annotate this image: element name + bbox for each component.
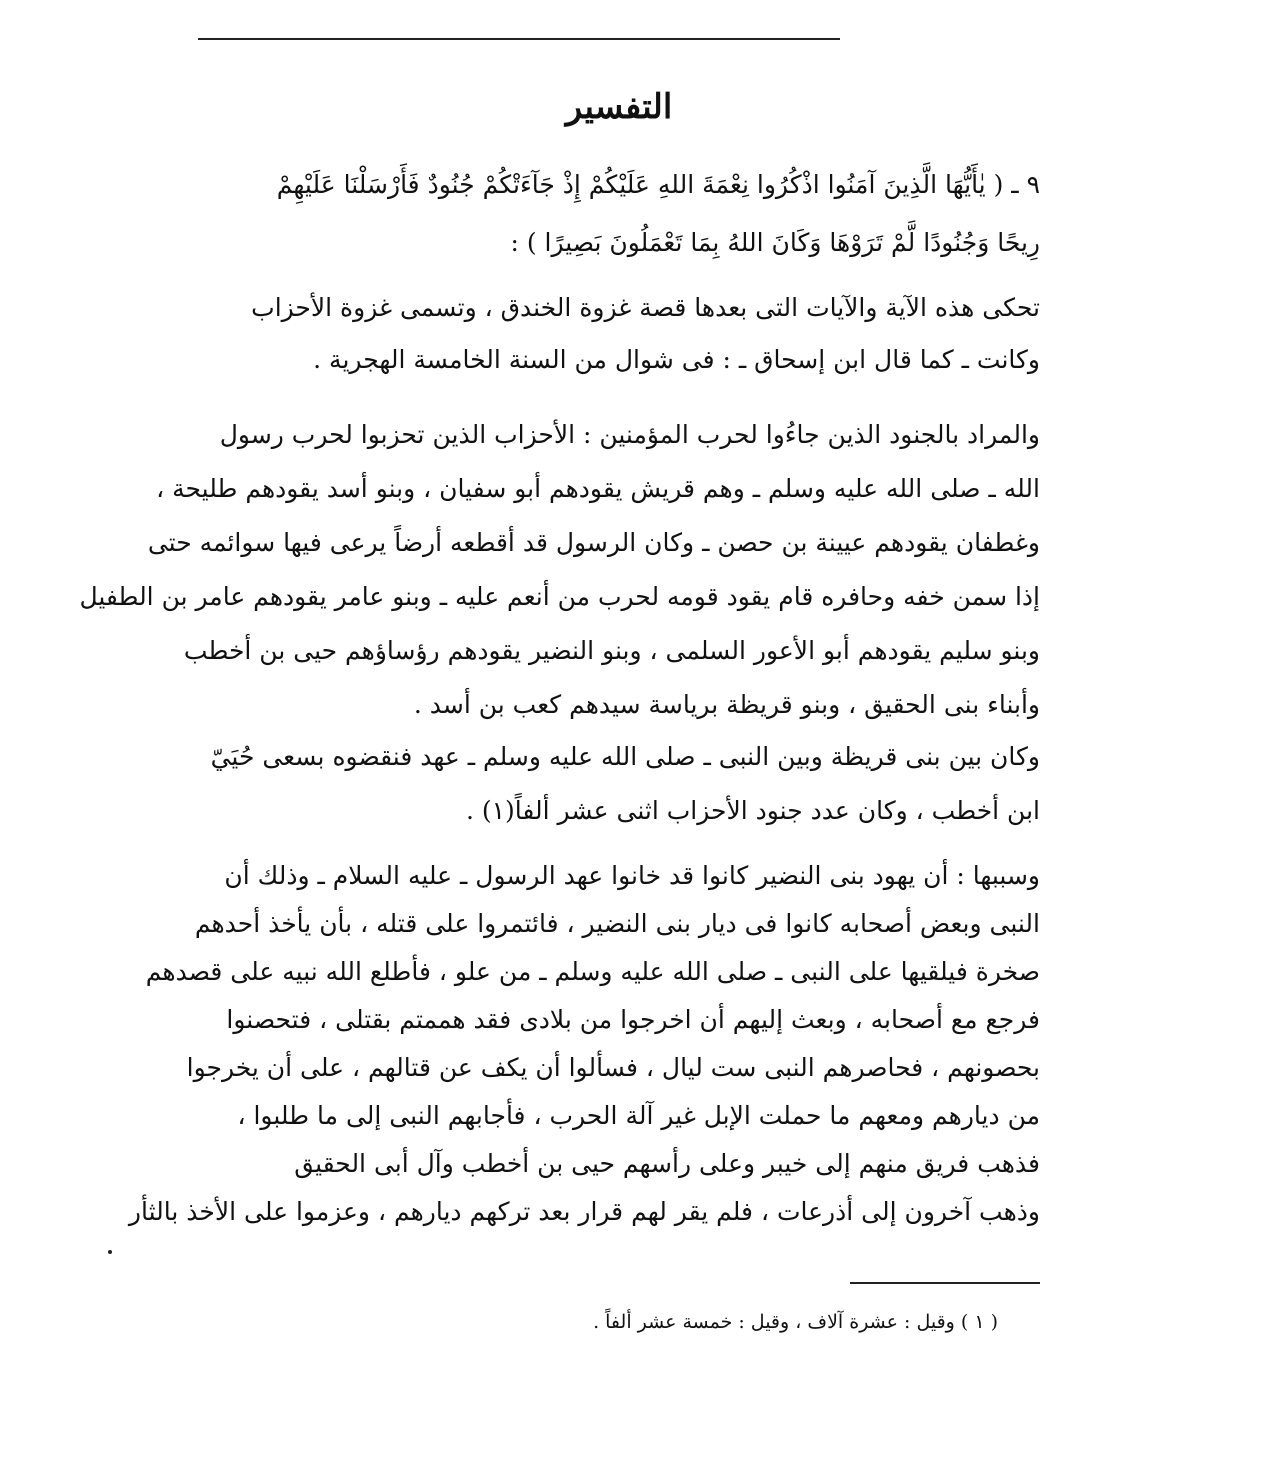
paragraph-treaty (198, 730, 1040, 838)
text-line: الله ـ صلى الله عليه وسلم ـ وهم قريش يقودهم أبو سفيان ، وبنو أسد يقودهم طليحة ، (156, 474, 1040, 503)
quran-verse (198, 156, 1040, 272)
paragraph-armies (79, 408, 1040, 732)
footnote-rule (850, 1282, 1040, 1284)
verse-line: رِيحًا وَجُنُودًا لَّمْ تَرَوْهَا وَكَانَ اللهُ بِمَا تَعْمَلُونَ بَصِيرًا ) : (510, 228, 1040, 257)
text-line: وسببها : أن يهود بنى النضير كانوا قد خانوا عهد الرسول ـ عليه السلام ـ وذلك أن (224, 861, 1040, 890)
page-title: التفسير (565, 87, 673, 127)
scan-speck (108, 1250, 112, 1254)
text-line: وأبناء بنى الحقيق ، وبنو قريظة برياسة سيدهم كعب بن أسد . (413, 690, 1040, 719)
text-line: ابن أخطب ، وكان عدد جنود الأحزاب اثنى عشر ألفاً(١) . (465, 796, 1040, 825)
text-line: والمراد بالجنود الذين جاءُوا لحرب المؤمنين : الأحزاب الذين تحزبوا لحرب رسول (219, 420, 1040, 449)
text-line: صخرة فيلقيها على النبى ـ صلى الله عليه وسلم ـ من علو ، فأطلع الله نبيه على قصدهم (145, 957, 1040, 986)
text-line: وكان بين بنى قريظة وبين النبى ـ صلى الله عليه وسلم ـ عهد فنقضوه بسعى حُيَيّ (210, 742, 1040, 771)
text-line: تحكى هذه الآية والآيات التى بعدها قصة غزوة الخندق ، وتسمى غزوة الأحزاب (251, 293, 1040, 322)
text-line: من ديارهم ومعهم ما حملت الإبل غير آلة الحرب ، فأجابهم النبى إلى ما طلبوا ، (237, 1101, 1040, 1130)
paragraph-cause (128, 852, 1040, 1236)
verse-line: ٩ ـ ( يٰأَيُّهَا الَّذِينَ آمَنُوا اذْكُرُوا نِعْمَةَ اللهِ عَلَيْكُمْ إِذْ جَآءَتْكُمْ جُنُودٌ فَأَرْسَلْنَا عَلَيْهِمْ (276, 170, 1040, 199)
footnote: ( ١ ) وقيل : عشرة آلاف ، وقيل : خمسة عشر ألفاً . (593, 1311, 998, 1333)
text-line: وكانت ـ كما قال ابن إسحاق ـ : فى شوال من السنة الخامسة الهجرية . (313, 345, 1040, 374)
top-rule (198, 38, 840, 40)
text-line: النبى وبعض أصحابه كانوا فى ديار بنى النضير ، فائتمروا على قتله ، بأن يأخذ أحدهم (194, 909, 1040, 938)
text-line: إذا سمن خفه وحافره قام يقود قومه لحرب من أنعم عليه ـ وبنو عامر يقودهم عامر بن الطفيل (79, 582, 1040, 611)
text-line: فرجع مع أصحابه ، وبعث إليهم أن اخرجوا من بلادى فقد هممتم بقتلى ، فتحصنوا (226, 1005, 1040, 1034)
text-line: وغطفان يقودهم عيينة بن حصن ـ وكان الرسول قد أقطعه أرضاً يرعى فيها سوائمه حتى (147, 528, 1040, 557)
text-line: فذهب فريق منهم إلى خيبر وعلى رأسهم حيى بن أخطب وآل أبى الحقيق (294, 1149, 1040, 1178)
text-line: وذهب آخرون إلى أذرعات ، فلم يقر لهم قرار بعد تركهم ديارهم ، وعزموا على الأخذ بالثأر (128, 1197, 1040, 1226)
paragraph-intro (198, 282, 1040, 386)
text-line: وبنو سليم يقودهم أبو الأعور السلمى ، وبنو النضير يقودهم رؤساؤهم حيى بن أخطب (183, 636, 1040, 665)
text-line: بحصونهم ، فحاصرهم النبى ست ليال ، فسألوا أن يكف عن قتالهم ، على أن يخرجوا (186, 1053, 1040, 1082)
